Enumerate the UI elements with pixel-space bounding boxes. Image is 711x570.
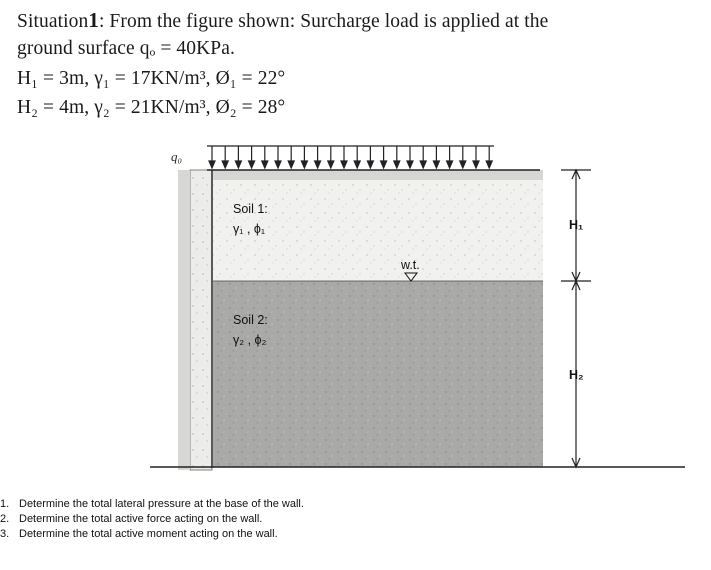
water-table-label: w.t. [401, 258, 420, 272]
surcharge-arrow-head [341, 161, 347, 168]
surcharge-arrow-head [420, 161, 426, 168]
surcharge-arrow-head [407, 161, 413, 168]
surcharge-arrow-head [288, 161, 294, 168]
situation-number: 1 [88, 8, 99, 32]
question-text: Determine the total active force acting on the wall. [19, 513, 263, 525]
surcharge-arrow-head [354, 161, 360, 168]
layer1-properties: H₁ = 3m, γ₁ = 17KN/m³, Ø₁ = 22° [17, 68, 286, 89]
surcharge-arrow-head [235, 161, 241, 168]
question-number: 1. [0, 498, 10, 510]
question-list [0, 497, 304, 542]
surcharge-label: q₀ [171, 149, 183, 164]
surcharge-arrow-head [433, 161, 439, 168]
h1-label: H₁ [569, 218, 584, 232]
wall-face [178, 170, 190, 470]
retaining-wall-figure [0, 125, 711, 485]
soil2-title: Soil 2: [233, 313, 268, 327]
surcharge-arrow-head [275, 161, 281, 168]
surcharge-statement: ground surface qₒ = 40KPa. [17, 38, 235, 59]
soil-layer-2 [213, 281, 543, 467]
retaining-wall [190, 170, 212, 470]
surcharge-arrow-head [262, 161, 268, 168]
surcharge-arrow-head [367, 161, 373, 168]
question-number: 3. [0, 528, 10, 540]
surcharge-arrow-head [394, 161, 400, 168]
soil1-props: γ₁ , ϕ₁ [233, 222, 266, 236]
surcharge-arrow-head [460, 161, 466, 168]
situation-label: Situation [17, 11, 89, 32]
soil2-props: γ₂ , ϕ₂ [233, 333, 267, 347]
question-item [0, 527, 304, 542]
question-item [0, 512, 304, 527]
layer2-properties: H₂ = 4m, γ₂ = 21KN/m³, Ø₂ = 28° [17, 97, 286, 118]
question-text: Determine the total lateral pressure at the base of the wall. [19, 498, 304, 510]
question-item [0, 497, 304, 512]
surcharge-arrow-head [473, 161, 479, 168]
surcharge-arrow-head [328, 161, 334, 168]
surcharge-arrow-head [486, 161, 492, 168]
surcharge-arrow-head [249, 161, 255, 168]
ground-surface-strip [213, 170, 543, 180]
surcharge-arrow-head [447, 161, 453, 168]
surcharge-arrows [207, 146, 494, 168]
surcharge-arrow-head [209, 161, 215, 168]
h2-label: H₂ [569, 368, 584, 382]
question-text: Determine the total active moment acting on the wall. [19, 528, 278, 540]
surcharge-arrow-head [315, 161, 321, 168]
surcharge-arrow-head [301, 161, 307, 168]
surcharge-arrow-head [381, 161, 387, 168]
question-number: 2. [0, 513, 10, 525]
dimension-lines [561, 170, 591, 467]
problem-heading-line [17, 8, 548, 33]
soil1-title: Soil 1: [233, 202, 268, 216]
surcharge-arrow-head [222, 161, 228, 168]
problem-intro: : From the figure shown: Surcharge load is applied at the [98, 11, 549, 32]
